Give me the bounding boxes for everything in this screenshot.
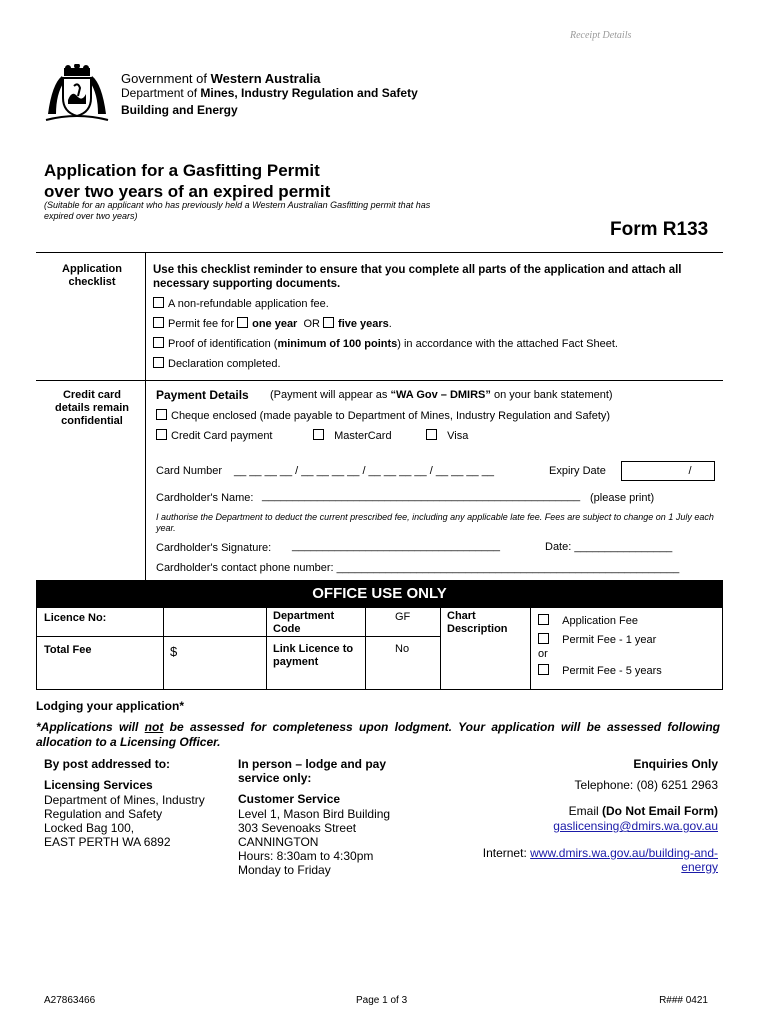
in-person-address: Customer Service Level 1, Mason Bird Building 303 Sevenoaks Street CANNINGTON Hours: 8:30am to 4:30pm Monday to Friday [238,792,391,877]
signature-field[interactable]: __________________________________ [292,540,501,552]
post-address: Licensing Services Department of Mines, Industry Regulation and Safety Locked Bag 100, EAST PERTH WA 6892 [44,778,205,849]
link-licence-label: Link Licence to payment [273,643,354,668]
authorise-statement: I authorise the Department to deduct the current prescribed fee, including any applicable late fee. Fees are subject to change on 1 July each year. [156,512,714,533]
permit-fee-5-option: Permit Fee - 5 years [538,664,662,677]
visa-option: Visa [426,429,468,442]
checkbox[interactable] [153,317,164,328]
payment-side-label: Credit card details remain confidential [55,389,129,427]
expiry-date-label: Expiry Date [549,465,606,477]
cardholder-name-field[interactable]: ____________________________________________________ [262,490,581,502]
form-number: Form R133 [610,219,709,240]
please-print-note: (please print) [590,492,655,504]
table-col-divider [365,608,366,690]
receipt-details-label: Receipt Details [570,30,632,41]
enquiries-internet: Internet: www.dmirs.wa.gov.au/building-and- energy [482,846,718,874]
enquiries-email-link[interactable]: gaslicensing@dmirs.wa.gov.au [553,819,718,833]
checklist-item-declaration: Declaration completed. [153,357,281,370]
card-number-label: Card Number [156,465,223,477]
enquiries-telephone: Telephone: (08) 6251 2963 [574,778,718,792]
permit-fee-1-option: Permit Fee - 1 year [538,633,656,646]
gf-code: GF [395,611,411,623]
wa-crest-logo [44,64,110,124]
permit-fee-5-checkbox[interactable] [538,664,549,675]
dollar-sign: $ [170,644,178,659]
card-number-field[interactable]: __ __ __ __ / __ __ __ __ / __ __ __ __ / __ __ __ __ [234,465,494,477]
enquiries-email-label: Email (Do Not Email Form) [568,804,718,818]
checklist-side-label: Application checklist [62,263,122,288]
checklist-item-identification: Proof of identification (minimum of 100 points) in accordance with the attached Fact Sheet. [153,337,618,350]
division-line: Building and Energy [121,103,238,117]
application-fee-option: Application Fee [538,614,638,627]
cheque-checkbox[interactable] [156,409,167,420]
form-code: R### 0421 [659,995,708,1006]
department-line: Department of Mines, Industry Regulation and Safety [121,86,418,100]
five-years-checkbox[interactable] [323,317,334,328]
in-person-heading: In person – lodge and pay service only: [238,757,387,785]
payment-note: (Payment will appear as “WA Gov – DMIRS” on your bank statement) [270,389,613,401]
document-id: A27863466 [44,995,96,1006]
table-col-divider [530,608,531,690]
lodging-note: *Applications will not be assessed for completeness upon lodgment. Your application will be assessed following allocation to a Licensing Officer. [36,720,720,749]
internet-link-continued[interactable]: energy [681,860,718,874]
government-line: Government of Western Australia [121,71,321,86]
signature-label: Cardholder's Signature: [156,542,272,554]
mastercard-option: MasterCard [313,429,392,442]
lodging-heading: Lodging your application* [36,699,184,713]
credit-card-option: Credit Card payment [156,429,273,442]
post-heading: By post addressed to: [44,757,171,771]
licence-no-label: Licence No: [44,612,107,624]
credit-card-checkbox[interactable] [156,429,167,440]
cheque-option: Cheque enclosed (made payable to Department of Mines, Industry Regulation and Safety) [156,409,610,422]
mastercard-checkbox[interactable] [313,429,324,440]
table-row-divider [36,636,267,637]
payment-heading: Payment Details [156,388,249,402]
total-fee-label: Total Fee [44,644,92,656]
cardholder-name-label: Cardholder's Name: [156,492,254,504]
checklist-heading: Use this checklist reminder to ensure that you complete all parts of the application and attach all necessary supporting documents. [153,264,682,290]
section-divider [36,252,723,253]
checkbox[interactable] [153,337,164,348]
date-field[interactable]: Date: ________________ [545,541,673,553]
department-code-label: Department Code [273,610,335,635]
table-col-divider [266,608,267,690]
table-row-divider [266,636,440,637]
expiry-date-field[interactable]: / [621,461,715,481]
table-col-divider [440,608,441,690]
form-subtitle: (Suitable for an applicant who has previously held a Western Australian Gasfitting permit that has expired over two years) [44,200,431,221]
one-year-checkbox[interactable] [237,317,248,328]
checklist-item-permit-fee: Permit fee for one year OR five years. [153,317,392,330]
or-label: or [538,648,548,660]
internet-link[interactable]: www.dmirs.wa.gov.au/building-and- [530,846,718,860]
application-fee-checkbox[interactable] [538,614,549,625]
link-licence-value: No [395,643,410,655]
office-use-banner: OFFICE USE ONLY [36,580,723,608]
contact-phone-field[interactable]: Cardholder's contact phone number: ________________________________________________________ [156,562,680,574]
section-divider [36,380,723,381]
form-title: Application for a Gasfitting Permit over two years of an expired permit [44,161,331,201]
chart-description-label: Chart Description [447,610,508,635]
checkbox[interactable] [153,357,164,368]
permit-fee-1-checkbox[interactable] [538,633,549,644]
checkbox[interactable] [153,297,164,308]
enquiries-heading: Enquiries Only [633,757,718,771]
page-number: Page 1 of 3 [356,995,408,1006]
visa-checkbox[interactable] [426,429,437,440]
table-col-divider [163,608,164,690]
column-divider [145,252,146,580]
checklist-item-fee: A non-refundable application fee. [153,297,329,310]
